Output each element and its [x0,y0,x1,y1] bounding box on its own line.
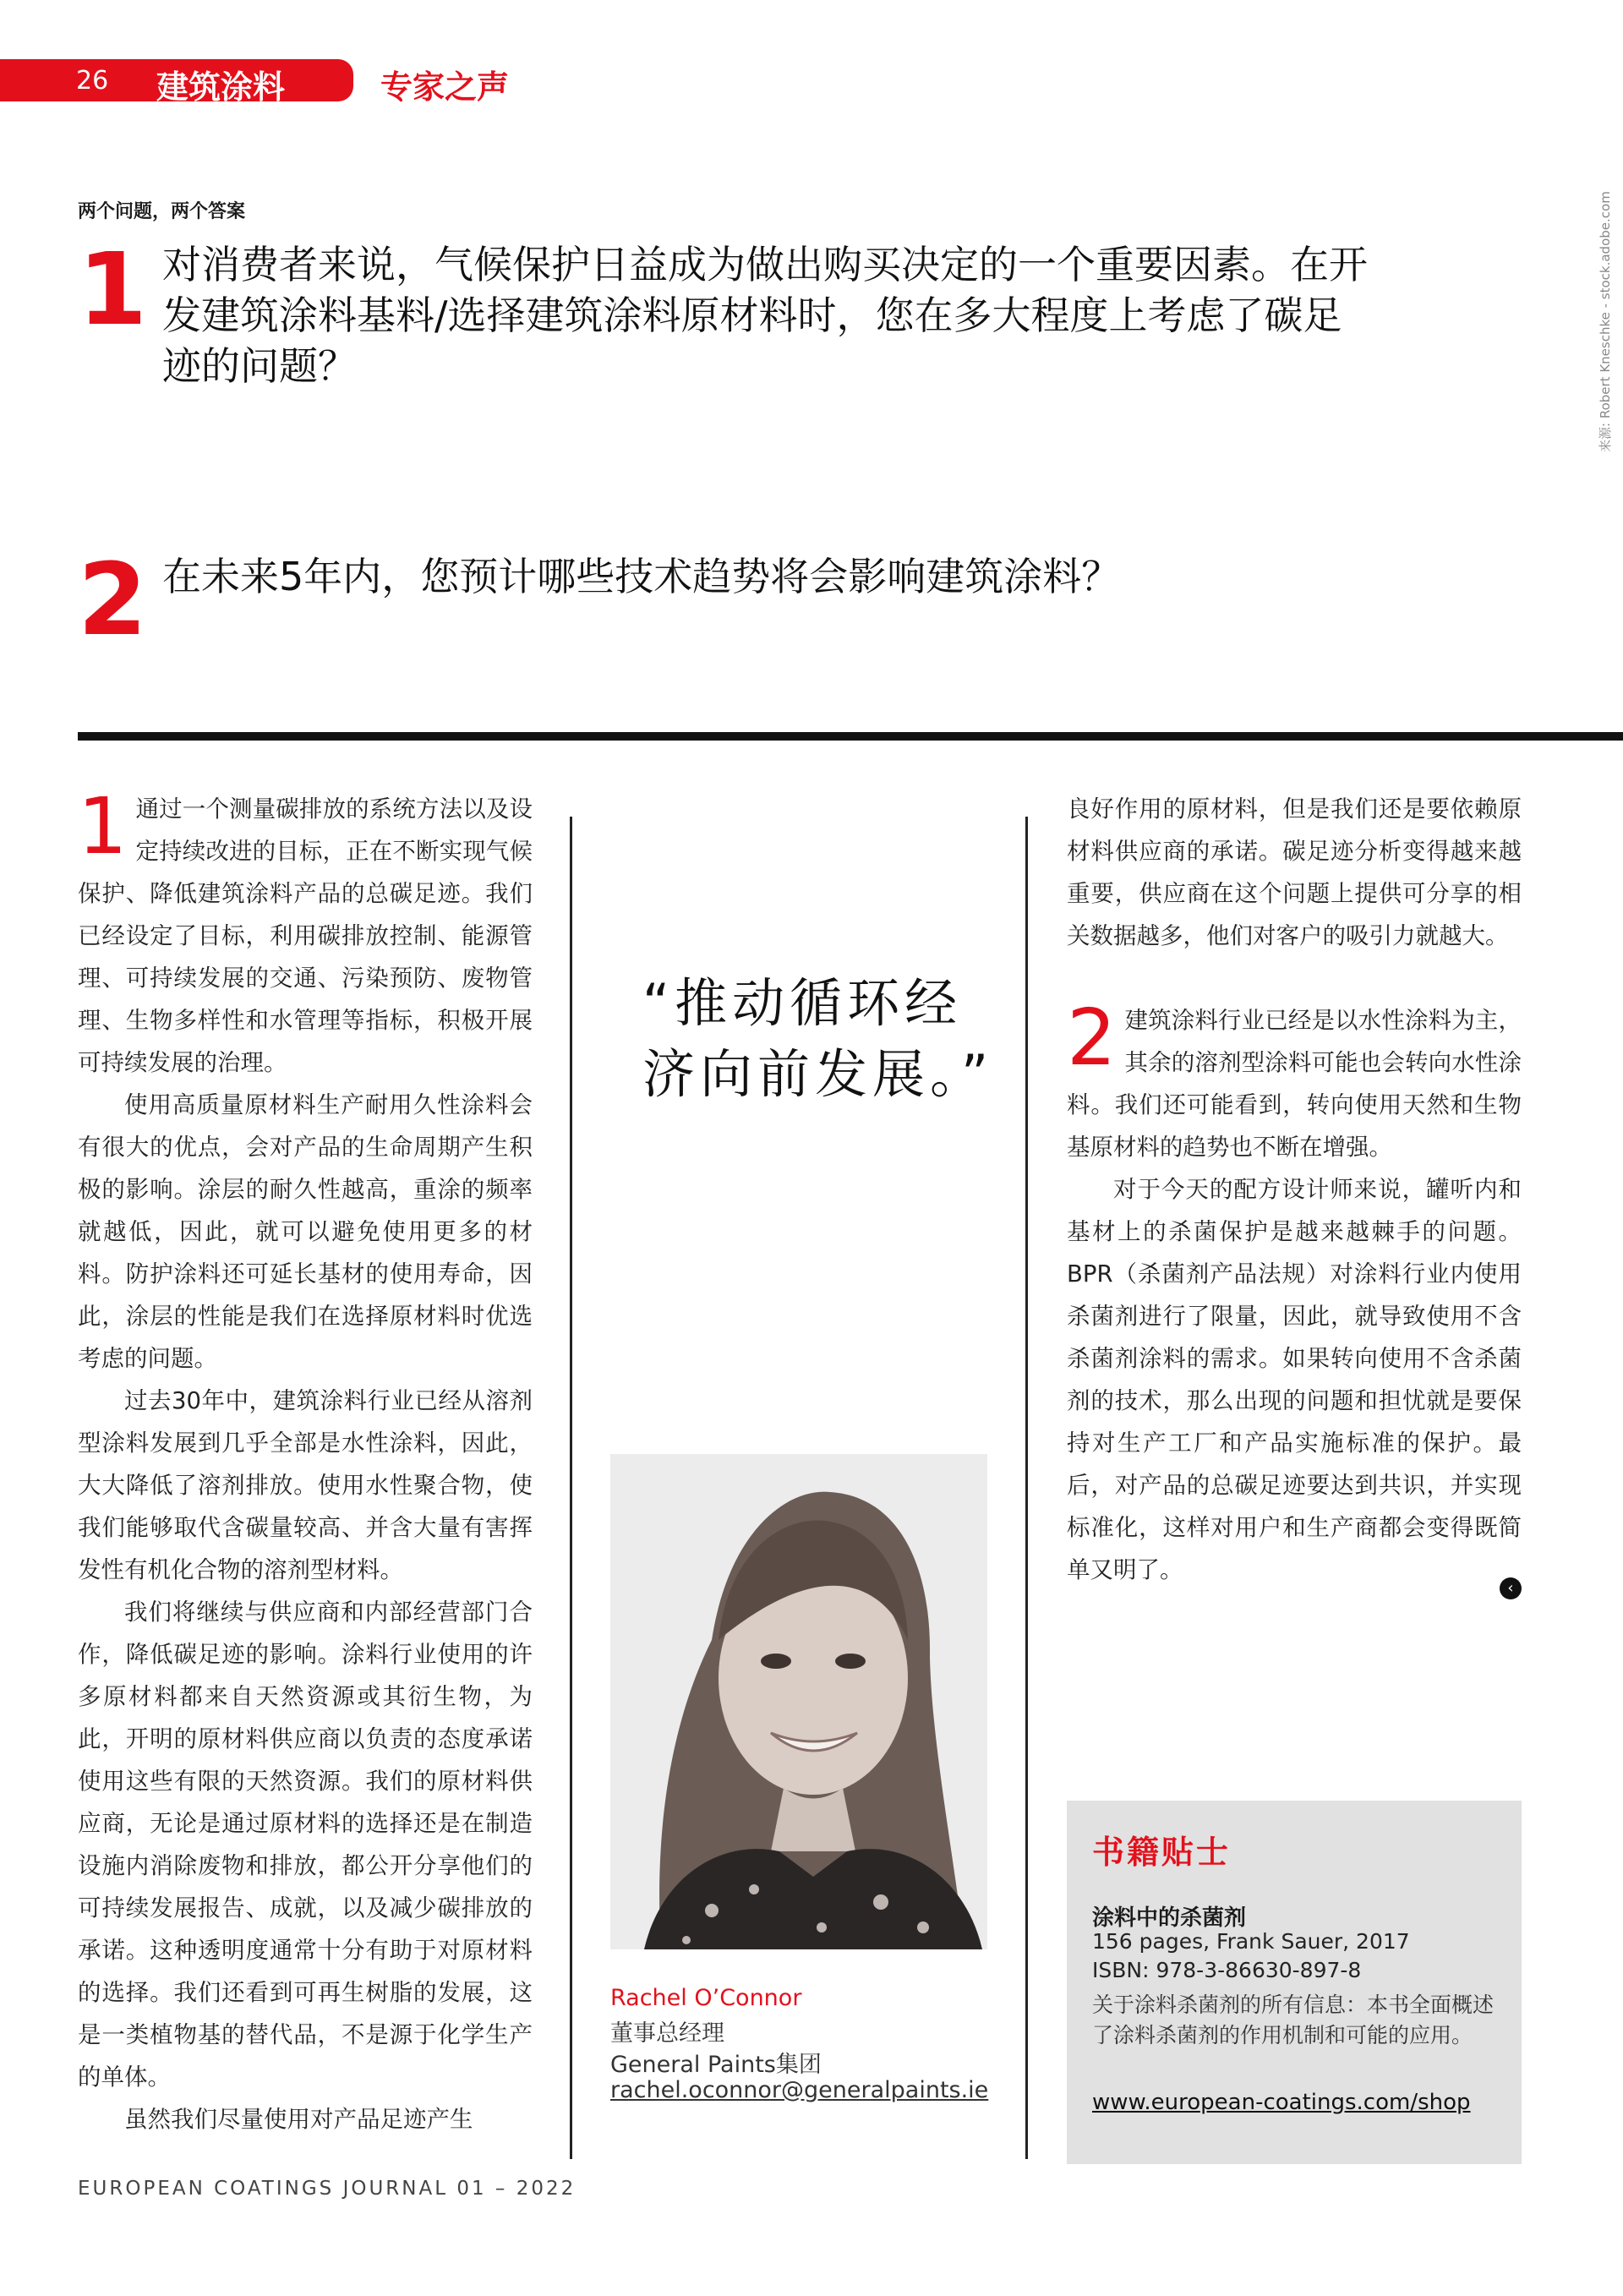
book-meta: 156 pages, Frank Sauer, 2017 [1092,1929,1410,1954]
answer-paragraph: 虽然我们尽量使用对产品足迹产生 [124,2106,473,2133]
drop-cap: 1 [78,781,128,872]
journal-footer: EUROPEAN COATINGS JOURNAL 01 – 2022 [78,2178,577,2200]
author-email-link[interactable]: rachel.oconnor@generalpaints.ie [610,2077,989,2103]
book-tip-box [1067,1801,1522,2164]
author-name: Rachel O’Connor [610,1985,802,2011]
pull-quote: “推动循环经济向前发展。” [642,972,994,1105]
answer-paragraph: 1 通过一个测量碳排放的系统方法以及设定持续改进的目标，正在不断实现气候保护、降低建筑涂料产品的总碳足迹。我们已经设定了目标，利用碳排放控制、能源管理、可持续发展的交通、污染预防、废物管理、生物多样性和水管理等指标，积极开展可持续发展的治理。 [78,781,533,1076]
portrait-photo [610,1454,987,1949]
shop-link[interactable]: www.european-coatings.com/shop [1092,2090,1471,2115]
photo-credit: 来源: Robert Kneschke - stock.adobe.com [1598,191,1613,452]
author-company: General Paints集团 [610,2052,822,2078]
page-number: 26 [76,66,109,96]
book-title: 涂料中的杀菌剂 [1092,1905,1247,1931]
rubric-title: 专家之声 [380,68,510,106]
section-divider [78,732,1623,741]
back-arrow-icon[interactable]: ‹ [1500,1577,1522,1599]
author-role: 董事总经理 [610,2020,724,2047]
book-tip-heading: 书籍贴士 [1092,1834,1232,1871]
answer-paragraph: 过去30年中，建筑涂料行业已经从溶剂型涂料发展到几乎全部是水性涂料，因此，大大降低了溶剂排放。使用水性聚合物，使我们能够取代含碳量较高、并含大量有害挥发性有机化合物的溶剂型材料。 [78,1387,533,1583]
column-divider [570,817,572,2159]
drop-cap: 2 [1067,992,1117,1083]
answer-paragraph: 良好作用的原材料，但是我们还是要依赖原材料供应商的承诺。碳足迹分析变得越来越重要，供应商在这个问题上提供可分享的相关数据越多，他们对客户的吸引力就越大。 [1067,795,1522,949]
column-divider [1025,817,1028,2159]
kicker: 两个问题，两个答案 [78,201,246,222]
book-description: 关于涂料杀菌剂的所有信息：本书全面概述了涂料杀菌剂的作用机制和可能的应用。 [1092,1993,1495,2047]
question-text: 对消费者来说，气候保护日益成为做出购买决定的一个重要因素。在开 发建筑涂料基料/选择建筑涂料原材料时，您在多大程度上考虑了碳足 迹的问题？ [162,242,1368,389]
answer-1-column [78,781,533,2140]
answer-paragraph: 我们将继续与供应商和内部经营部门合作，降低碳足迹的影响。涂料行业使用的许多原材料都来自天然资源或其衍生物，为此，开明的原材料供应商以负责的态度承诺使用这些有限的天然资源。我们的原材料供应商，无论是通过原材料的选择还是在制造设施内消除废物和排放，都公开分享他们的可持续发展报告、成就，以及减少碳排放的承诺。这种透明度通常十分有助于对原材料的选择。我们还看到可再生树脂的发展，这是一类植物基的替代品，不是源于化学生产的单体。 [78,1599,533,2091]
answer-paragraph: 2 建筑涂料行业已经是以水性涂料为主，其余的溶剂型涂料可能也会转向水性涂料。我们还可能看到，转向使用天然和生物基原材料的趋势也不断在增强。 [1067,992,1522,1161]
answer-paragraph: 对于今天的配方设计师来说，罐听内和基材上的杀菌保护是越来越棘手的问题。BPR（杀菌剂产品法规）对涂料行业内使用杀菌剂进行了限量，因此，就导致使用不含杀菌剂涂料的需求。如果转向使用不含杀菌剂的技术，那么出现的问题和担忧就是要保持对生产工厂和产品实施标准的保护。最后，对产品的总碳足迹要达到共识，并实现标准化，这样对用户和生产商都会变得既简单又明了。 [1067,1176,1522,1583]
question-number: 2 [78,541,148,658]
section-title: 建筑涂料 [156,68,286,106]
answer-continuation-column [1067,788,1522,1591]
answer-paragraph: 使用高质量原材料生产耐用久性涂料会有很大的优点，会对产品的生命周期产生积极的影响。涂层的耐久性越高，重涂的频率就越低，因此，就可以避免使用更多的材料。防护涂料还可延长基材的使用寿命，因此，涂层的性能是我们在选择原材料时优选考虑的问题。 [78,1091,533,1372]
question-text: 在未来5年内，您预计哪些技术趋势将会影响建筑涂料？ [162,554,1121,599]
book-isbn: ISBN: 978-3-86630-897-8 [1092,1958,1362,1982]
question-number: 1 [78,231,148,347]
